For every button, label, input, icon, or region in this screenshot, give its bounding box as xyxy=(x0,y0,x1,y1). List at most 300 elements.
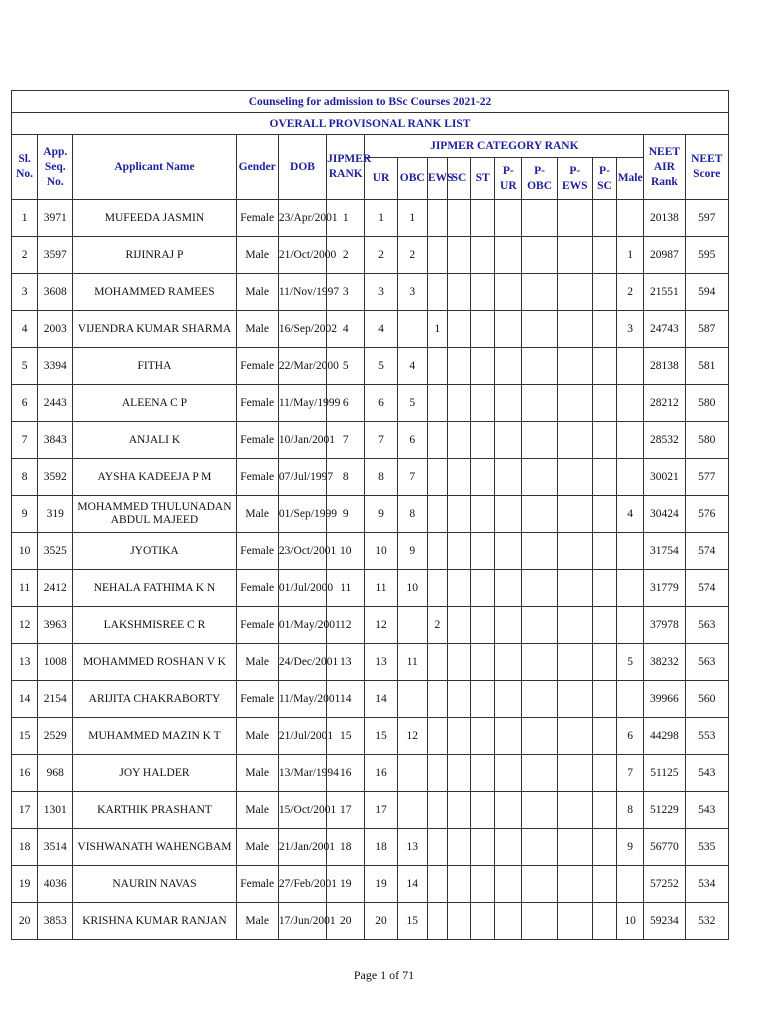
cell-neet-air: 31779 xyxy=(644,570,685,607)
cell-ews xyxy=(427,755,447,792)
cell-dob: 01/Jul/2000 xyxy=(278,570,326,607)
cell-male xyxy=(617,681,644,718)
cell-p-sc xyxy=(592,829,616,866)
cell-app-seq: 3525 xyxy=(38,533,73,570)
cell-app-seq: 3963 xyxy=(38,607,73,644)
cell-dob: 11/May/2001 xyxy=(278,681,326,718)
cell-gender: Male xyxy=(236,903,278,940)
cell-dob: 07/Jul/1997 xyxy=(278,459,326,496)
cell-ur: 8 xyxy=(365,459,397,496)
cell-neet-air: 24743 xyxy=(644,311,685,348)
table-row xyxy=(12,607,729,644)
cell-dob: 21/Oct/2000 xyxy=(278,237,326,274)
cell-gender: Male xyxy=(236,496,278,533)
cell-neet-air: 30021 xyxy=(644,459,685,496)
cell-neet-air: 56770 xyxy=(644,829,685,866)
cell-neet-score: 581 xyxy=(685,348,728,385)
table-row xyxy=(12,237,729,274)
cell-st xyxy=(471,385,495,422)
cell-ur: 17 xyxy=(365,792,397,829)
cell-gender: Female xyxy=(236,533,278,570)
cell-sl-no: 10 xyxy=(12,533,38,570)
cell-p-ews xyxy=(557,274,592,311)
cell-male: 1 xyxy=(617,237,644,274)
cell-ur: 10 xyxy=(365,533,397,570)
cell-st xyxy=(471,644,495,681)
cell-p-ur xyxy=(495,200,522,237)
cell-neet-score: 594 xyxy=(685,274,728,311)
cell-p-ur xyxy=(495,311,522,348)
cell-p-ews xyxy=(557,792,592,829)
cell-dob: 13/Mar/1994 xyxy=(278,755,326,792)
cell-sc xyxy=(447,422,470,459)
cell-ur: 6 xyxy=(365,385,397,422)
cell-p-obc xyxy=(522,385,557,422)
cell-p-obc xyxy=(522,459,557,496)
cell-app-seq: 3597 xyxy=(38,237,73,274)
cell-gender: Male xyxy=(236,829,278,866)
cell-ews xyxy=(427,533,447,570)
cell-p-ews xyxy=(557,385,592,422)
cell-obc: 5 xyxy=(397,385,427,422)
cell-ur: 12 xyxy=(365,607,397,644)
cell-dob: 11/Nov/1997 xyxy=(278,274,326,311)
cell-p-ur xyxy=(495,274,522,311)
cell-jipmer-rank: 20 xyxy=(327,903,365,940)
cell-p-obc xyxy=(522,496,557,533)
cell-st xyxy=(471,422,495,459)
cell-applicant-name: MUFEEDA JASMIN xyxy=(73,200,236,237)
cell-p-ur xyxy=(495,607,522,644)
cell-gender: Male xyxy=(236,644,278,681)
cell-sl-no: 6 xyxy=(12,385,38,422)
cell-p-obc xyxy=(522,237,557,274)
cell-male: 10 xyxy=(617,903,644,940)
cell-sc xyxy=(447,459,470,496)
cell-neet-air: 21551 xyxy=(644,274,685,311)
cell-ews xyxy=(427,681,447,718)
cell-p-sc xyxy=(592,237,616,274)
cell-ur: 11 xyxy=(365,570,397,607)
cell-st xyxy=(471,496,495,533)
cell-sl-no: 19 xyxy=(12,866,38,903)
cell-male xyxy=(617,570,644,607)
cell-ur: 13 xyxy=(365,644,397,681)
cell-jipmer-rank: 18 xyxy=(327,829,365,866)
cell-ews xyxy=(427,459,447,496)
cell-p-ews xyxy=(557,681,592,718)
cell-p-sc xyxy=(592,459,616,496)
cell-p-ews xyxy=(557,200,592,237)
cell-p-sc xyxy=(592,681,616,718)
cell-ews xyxy=(427,718,447,755)
cell-neet-score: 543 xyxy=(685,792,728,829)
cell-jipmer-rank: 13 xyxy=(327,644,365,681)
cell-dob: 22/Mar/2000 xyxy=(278,348,326,385)
cell-p-obc xyxy=(522,644,557,681)
cell-sl-no: 16 xyxy=(12,755,38,792)
cell-app-seq: 2529 xyxy=(38,718,73,755)
cell-st xyxy=(471,866,495,903)
cell-st xyxy=(471,459,495,496)
cell-dob: 17/Jun/2001 xyxy=(278,903,326,940)
cell-jipmer-rank: 16 xyxy=(327,755,365,792)
cell-p-ur xyxy=(495,496,522,533)
cell-p-ur xyxy=(495,866,522,903)
cell-neet-air: 20138 xyxy=(644,200,685,237)
header-jipmer-rank: JIPMER RANK xyxy=(327,135,365,200)
cell-app-seq: 968 xyxy=(38,755,73,792)
cell-applicant-name: RIJINRAJ P xyxy=(73,237,236,274)
cell-p-sc xyxy=(592,533,616,570)
cell-gender: Male xyxy=(236,792,278,829)
cell-p-ews xyxy=(557,348,592,385)
cell-st xyxy=(471,311,495,348)
header-app-seq: App. Seq. No. xyxy=(38,135,73,200)
cell-applicant-name: KARTHIK PRASHANT xyxy=(73,792,236,829)
cell-male: 3 xyxy=(617,311,644,348)
cell-st xyxy=(471,274,495,311)
cell-p-ur xyxy=(495,718,522,755)
cell-p-ur xyxy=(495,237,522,274)
table-row xyxy=(12,274,729,311)
cell-p-obc xyxy=(522,533,557,570)
cell-neet-air: 31754 xyxy=(644,533,685,570)
cell-app-seq: 2412 xyxy=(38,570,73,607)
cell-ur: 15 xyxy=(365,718,397,755)
document-subtitle: OVERALL PROVISONAL RANK LIST xyxy=(12,113,729,135)
header-ur: UR xyxy=(365,158,397,200)
cell-gender: Male xyxy=(236,311,278,348)
cell-p-ews xyxy=(557,496,592,533)
cell-applicant-name: ALEENA C P xyxy=(73,385,236,422)
cell-sl-no: 18 xyxy=(12,829,38,866)
table-row xyxy=(12,718,729,755)
cell-sc xyxy=(447,866,470,903)
cell-app-seq: 3592 xyxy=(38,459,73,496)
cell-gender: Female xyxy=(236,607,278,644)
cell-jipmer-rank: 14 xyxy=(327,681,365,718)
cell-p-obc xyxy=(522,755,557,792)
cell-ur: 3 xyxy=(365,274,397,311)
cell-neet-score: 587 xyxy=(685,311,728,348)
cell-dob: 16/Sep/2002 xyxy=(278,311,326,348)
cell-applicant-name: LAKSHMISREE C R xyxy=(73,607,236,644)
cell-gender: Male xyxy=(236,274,278,311)
cell-p-obc xyxy=(522,422,557,459)
cell-gender: Female xyxy=(236,348,278,385)
cell-sl-no: 12 xyxy=(12,607,38,644)
cell-st xyxy=(471,829,495,866)
cell-st xyxy=(471,200,495,237)
cell-p-ews xyxy=(557,644,592,681)
cell-p-obc xyxy=(522,718,557,755)
cell-p-ur xyxy=(495,903,522,940)
table-row xyxy=(12,755,729,792)
cell-p-ur xyxy=(495,570,522,607)
cell-applicant-name: ANJALI K xyxy=(73,422,236,459)
cell-ews xyxy=(427,829,447,866)
cell-jipmer-rank: 1 xyxy=(327,200,365,237)
header-neet-score: NEET Score xyxy=(685,135,728,200)
cell-gender: Female xyxy=(236,422,278,459)
cell-obc xyxy=(397,755,427,792)
cell-p-sc xyxy=(592,792,616,829)
cell-male xyxy=(617,385,644,422)
cell-p-ews xyxy=(557,607,592,644)
cell-obc xyxy=(397,311,427,348)
cell-applicant-name: NEHALA FATHIMA K N xyxy=(73,570,236,607)
cell-p-obc xyxy=(522,570,557,607)
cell-applicant-name: VIJENDRA KUMAR SHARMA xyxy=(73,311,236,348)
cell-st xyxy=(471,755,495,792)
cell-neet-air: 57252 xyxy=(644,866,685,903)
cell-neet-air: 51229 xyxy=(644,792,685,829)
cell-p-ews xyxy=(557,755,592,792)
cell-app-seq: 2443 xyxy=(38,385,73,422)
cell-p-ews xyxy=(557,533,592,570)
cell-app-seq: 4036 xyxy=(38,866,73,903)
table-row xyxy=(12,385,729,422)
cell-jipmer-rank: 5 xyxy=(327,348,365,385)
cell-ews xyxy=(427,348,447,385)
cell-sc xyxy=(447,644,470,681)
header-category-group: JIPMER CATEGORY RANK xyxy=(365,135,644,158)
cell-p-ews xyxy=(557,866,592,903)
table-row xyxy=(12,459,729,496)
cell-male: 8 xyxy=(617,792,644,829)
cell-neet-score: 560 xyxy=(685,681,728,718)
header-neet-air: NEET AIR Rank xyxy=(644,135,685,200)
cell-app-seq: 3608 xyxy=(38,274,73,311)
cell-p-sc xyxy=(592,903,616,940)
cell-male xyxy=(617,607,644,644)
cell-neet-score: 574 xyxy=(685,533,728,570)
cell-ews xyxy=(427,792,447,829)
header-p-ur: P-UR xyxy=(495,158,522,200)
cell-jipmer-rank: 8 xyxy=(327,459,365,496)
cell-app-seq: 1008 xyxy=(38,644,73,681)
cell-p-ews xyxy=(557,570,592,607)
table-row xyxy=(12,866,729,903)
cell-neet-air: 28138 xyxy=(644,348,685,385)
cell-obc: 13 xyxy=(397,829,427,866)
cell-gender: Female xyxy=(236,570,278,607)
cell-p-ews xyxy=(557,459,592,496)
header-sc: SC xyxy=(447,158,470,200)
cell-male: 4 xyxy=(617,496,644,533)
header-sl-no: Sl. No. xyxy=(12,135,38,200)
cell-sc xyxy=(447,829,470,866)
cell-neet-air: 59234 xyxy=(644,903,685,940)
cell-sl-no: 8 xyxy=(12,459,38,496)
header-p-ews: P-EWS xyxy=(557,158,592,200)
table-row xyxy=(12,644,729,681)
cell-obc: 2 xyxy=(397,237,427,274)
cell-p-sc xyxy=(592,274,616,311)
cell-neet-air: 51125 xyxy=(644,755,685,792)
header-p-sc: P-SC xyxy=(592,158,616,200)
cell-p-ur xyxy=(495,681,522,718)
header-obc: OBC xyxy=(397,158,427,200)
cell-p-obc xyxy=(522,274,557,311)
cell-male xyxy=(617,200,644,237)
cell-ews xyxy=(427,644,447,681)
table-row xyxy=(12,200,729,237)
cell-jipmer-rank: 17 xyxy=(327,792,365,829)
cell-p-ur xyxy=(495,348,522,385)
cell-sc xyxy=(447,755,470,792)
cell-sc xyxy=(447,311,470,348)
cell-sc xyxy=(447,570,470,607)
cell-applicant-name: JOY HALDER xyxy=(73,755,236,792)
cell-p-obc xyxy=(522,200,557,237)
cell-ur: 19 xyxy=(365,866,397,903)
table-row xyxy=(12,422,729,459)
cell-ur: 1 xyxy=(365,200,397,237)
cell-male: 6 xyxy=(617,718,644,755)
cell-p-sc xyxy=(592,755,616,792)
cell-neet-score: 535 xyxy=(685,829,728,866)
cell-sl-no: 11 xyxy=(12,570,38,607)
cell-neet-air: 20987 xyxy=(644,237,685,274)
cell-applicant-name: JYOTIKA xyxy=(73,533,236,570)
cell-ur: 14 xyxy=(365,681,397,718)
cell-neet-score: 563 xyxy=(685,607,728,644)
cell-jipmer-rank: 4 xyxy=(327,311,365,348)
cell-ews: 2 xyxy=(427,607,447,644)
cell-obc xyxy=(397,681,427,718)
cell-neet-air: 28532 xyxy=(644,422,685,459)
cell-p-sc xyxy=(592,385,616,422)
cell-st xyxy=(471,903,495,940)
cell-obc xyxy=(397,607,427,644)
cell-jipmer-rank: 11 xyxy=(327,570,365,607)
cell-neet-score: 580 xyxy=(685,385,728,422)
cell-sc xyxy=(447,237,470,274)
table-row xyxy=(12,903,729,940)
cell-app-seq: 3394 xyxy=(38,348,73,385)
cell-neet-score: 577 xyxy=(685,459,728,496)
cell-dob: 21/Jan/2001 xyxy=(278,829,326,866)
cell-sc xyxy=(447,903,470,940)
cell-p-obc xyxy=(522,607,557,644)
cell-p-ews xyxy=(557,718,592,755)
table-row xyxy=(12,792,729,829)
cell-p-sc xyxy=(592,200,616,237)
cell-p-sc xyxy=(592,718,616,755)
cell-dob: 11/May/1999 xyxy=(278,385,326,422)
cell-neet-air: 44298 xyxy=(644,718,685,755)
cell-neet-air: 39966 xyxy=(644,681,685,718)
cell-sl-no: 4 xyxy=(12,311,38,348)
cell-st xyxy=(471,348,495,385)
cell-p-obc xyxy=(522,829,557,866)
cell-applicant-name: VISHWANATH WAHENGBAM xyxy=(73,829,236,866)
table-row xyxy=(12,348,729,385)
cell-p-ur xyxy=(495,755,522,792)
cell-dob: 23/Apr/2001 xyxy=(278,200,326,237)
cell-ews xyxy=(427,903,447,940)
cell-sc xyxy=(447,792,470,829)
cell-sc xyxy=(447,274,470,311)
cell-app-seq: 3853 xyxy=(38,903,73,940)
cell-obc: 3 xyxy=(397,274,427,311)
cell-p-ews xyxy=(557,829,592,866)
cell-app-seq: 3971 xyxy=(38,200,73,237)
cell-gender: Male xyxy=(236,718,278,755)
cell-sl-no: 2 xyxy=(12,237,38,274)
cell-dob: 01/May/2001 xyxy=(278,607,326,644)
cell-app-seq: 2154 xyxy=(38,681,73,718)
cell-sc xyxy=(447,681,470,718)
cell-gender: Female xyxy=(236,385,278,422)
cell-app-seq: 3514 xyxy=(38,829,73,866)
cell-ews xyxy=(427,422,447,459)
cell-p-sc xyxy=(592,866,616,903)
cell-applicant-name: KRISHNA KUMAR RANJAN xyxy=(73,903,236,940)
cell-ews xyxy=(427,866,447,903)
cell-ews xyxy=(427,274,447,311)
cell-dob: 10/Jan/2001 xyxy=(278,422,326,459)
cell-obc: 1 xyxy=(397,200,427,237)
cell-jipmer-rank: 19 xyxy=(327,866,365,903)
cell-p-sc xyxy=(592,607,616,644)
cell-ur: 7 xyxy=(365,422,397,459)
table-row xyxy=(12,496,729,533)
header-dob: DOB xyxy=(278,135,326,200)
cell-male: 2 xyxy=(617,274,644,311)
cell-obc: 8 xyxy=(397,496,427,533)
cell-sc xyxy=(447,718,470,755)
cell-obc xyxy=(397,792,427,829)
cell-sl-no: 17 xyxy=(12,792,38,829)
cell-ews: 1 xyxy=(427,311,447,348)
cell-male: 7 xyxy=(617,755,644,792)
cell-ur: 4 xyxy=(365,311,397,348)
cell-st xyxy=(471,718,495,755)
cell-neet-air: 30424 xyxy=(644,496,685,533)
cell-p-obc xyxy=(522,681,557,718)
cell-obc: 10 xyxy=(397,570,427,607)
cell-jipmer-rank: 2 xyxy=(327,237,365,274)
cell-dob: 01/Sep/1999 xyxy=(278,496,326,533)
cell-obc: 6 xyxy=(397,422,427,459)
cell-applicant-name: NAURIN NAVAS xyxy=(73,866,236,903)
cell-obc: 12 xyxy=(397,718,427,755)
cell-neet-air: 28212 xyxy=(644,385,685,422)
table-row xyxy=(12,533,729,570)
cell-p-sc xyxy=(592,348,616,385)
cell-sl-no: 20 xyxy=(12,903,38,940)
cell-neet-air: 38232 xyxy=(644,644,685,681)
cell-gender: Male xyxy=(236,237,278,274)
cell-obc: 9 xyxy=(397,533,427,570)
cell-p-sc xyxy=(592,311,616,348)
cell-jipmer-rank: 9 xyxy=(327,496,365,533)
cell-neet-score: 563 xyxy=(685,644,728,681)
cell-jipmer-rank: 15 xyxy=(327,718,365,755)
cell-p-ur xyxy=(495,829,522,866)
cell-p-ews xyxy=(557,903,592,940)
cell-sc xyxy=(447,348,470,385)
cell-st xyxy=(471,237,495,274)
cell-sl-no: 1 xyxy=(12,200,38,237)
cell-neet-score: 576 xyxy=(685,496,728,533)
cell-sc xyxy=(447,385,470,422)
cell-ews xyxy=(427,385,447,422)
cell-neet-score: 553 xyxy=(685,718,728,755)
